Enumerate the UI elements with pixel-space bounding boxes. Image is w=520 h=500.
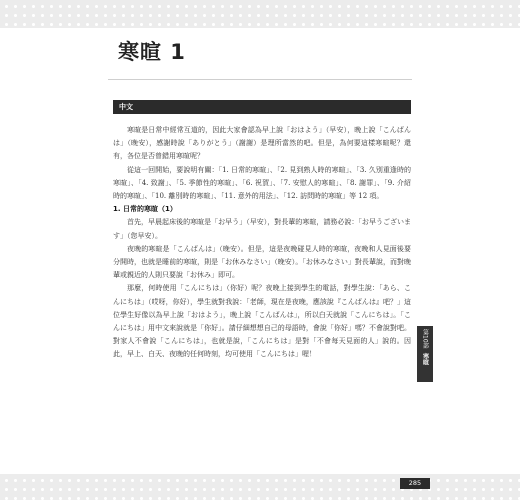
footer-dot-pattern (0, 474, 520, 500)
header-dot-pattern (0, 0, 520, 28)
subheading-daily-greetings: 1. 日常的寒暄（1） (113, 205, 177, 214)
chapter-side-tab (417, 326, 433, 382)
page-number: 285 (400, 478, 430, 489)
section-header-bar (113, 100, 411, 114)
side-tab-part: 第10部 (421, 329, 429, 349)
paragraph-topics: 從這一回開始，要說明有關：「1. 日常的寒暄」、「2. 見到熟人時的寒暄」、「3. 久別重逢時的寒暄」、「4. 致謝」、「5. 季節性的寒暄」、「6. 祝賀」、「7. 安慰人的寒暄」、「8. 謝罪」、「9. 介紹時的寒暄」、「10. 離別時的寒暄」、「11. 意外的用法」、「12. 訪問時的寒暄」等 12 項。 (113, 165, 411, 201)
body-text (113, 124, 411, 362)
paragraph-evening: 夜晚的寒暄是「こんばんは」（晚安）。但是，這是夜晚碰見人時的寒暄，夜晚和人見面後要分開時，也就是睡前的寒暄，則是「お休みなさい」（晚安）。「お休みなさい」對長輩說，而對晚輩或親近的人則只要說「お休み」即可。 (113, 244, 411, 280)
paragraph-intro: 寒暄是日常中經常互道的，因此大家會認為早上說「おはよう」（早安），晚上說「こんばんは」（晚安），感謝時說「ありがとう」（謝謝）是理所當然的吧。但是，為何要這樣寒暄呢？還有，各位是否曾錯用寒暄呢？ (113, 126, 411, 161)
title-divider (108, 79, 412, 80)
paragraph-konnichiwa: 那麼，何時使用「こんにちは」（你好）呢？夜晚上接到學生的電話，對學生說：「あら、こんにちは」（哎呀，你好），學生就對我說：「老師，現在是夜晚，應該說『こんばんは』吧？」這位學生好像以為早上說「おはよう」，晚上說「こんばんは」，所以白天就說「こんにちは」。「こんにちは」用中文來說就是「你好」。請仔細想想自己的母語時，會說「你好」嗎？不會說對吧。對家人不會說「こんにちは」，也就是說，「こんにちは」是對「不會每天見面的人」說的。因此，早上、白天、夜晚的任何時刻，均可使用「こんにちは」喔！ (113, 284, 411, 359)
section-label: 中文 (119, 103, 133, 111)
chapter-title: 寒暄 1 (118, 40, 186, 64)
side-tab-topic: 寒暄 (421, 352, 429, 365)
paragraph-morning: 首先，早晨起床後的寒暄是「お早う」（早安），對長輩的寒暄，請務必說：「お早うございます」（您早安）。 (113, 218, 411, 240)
